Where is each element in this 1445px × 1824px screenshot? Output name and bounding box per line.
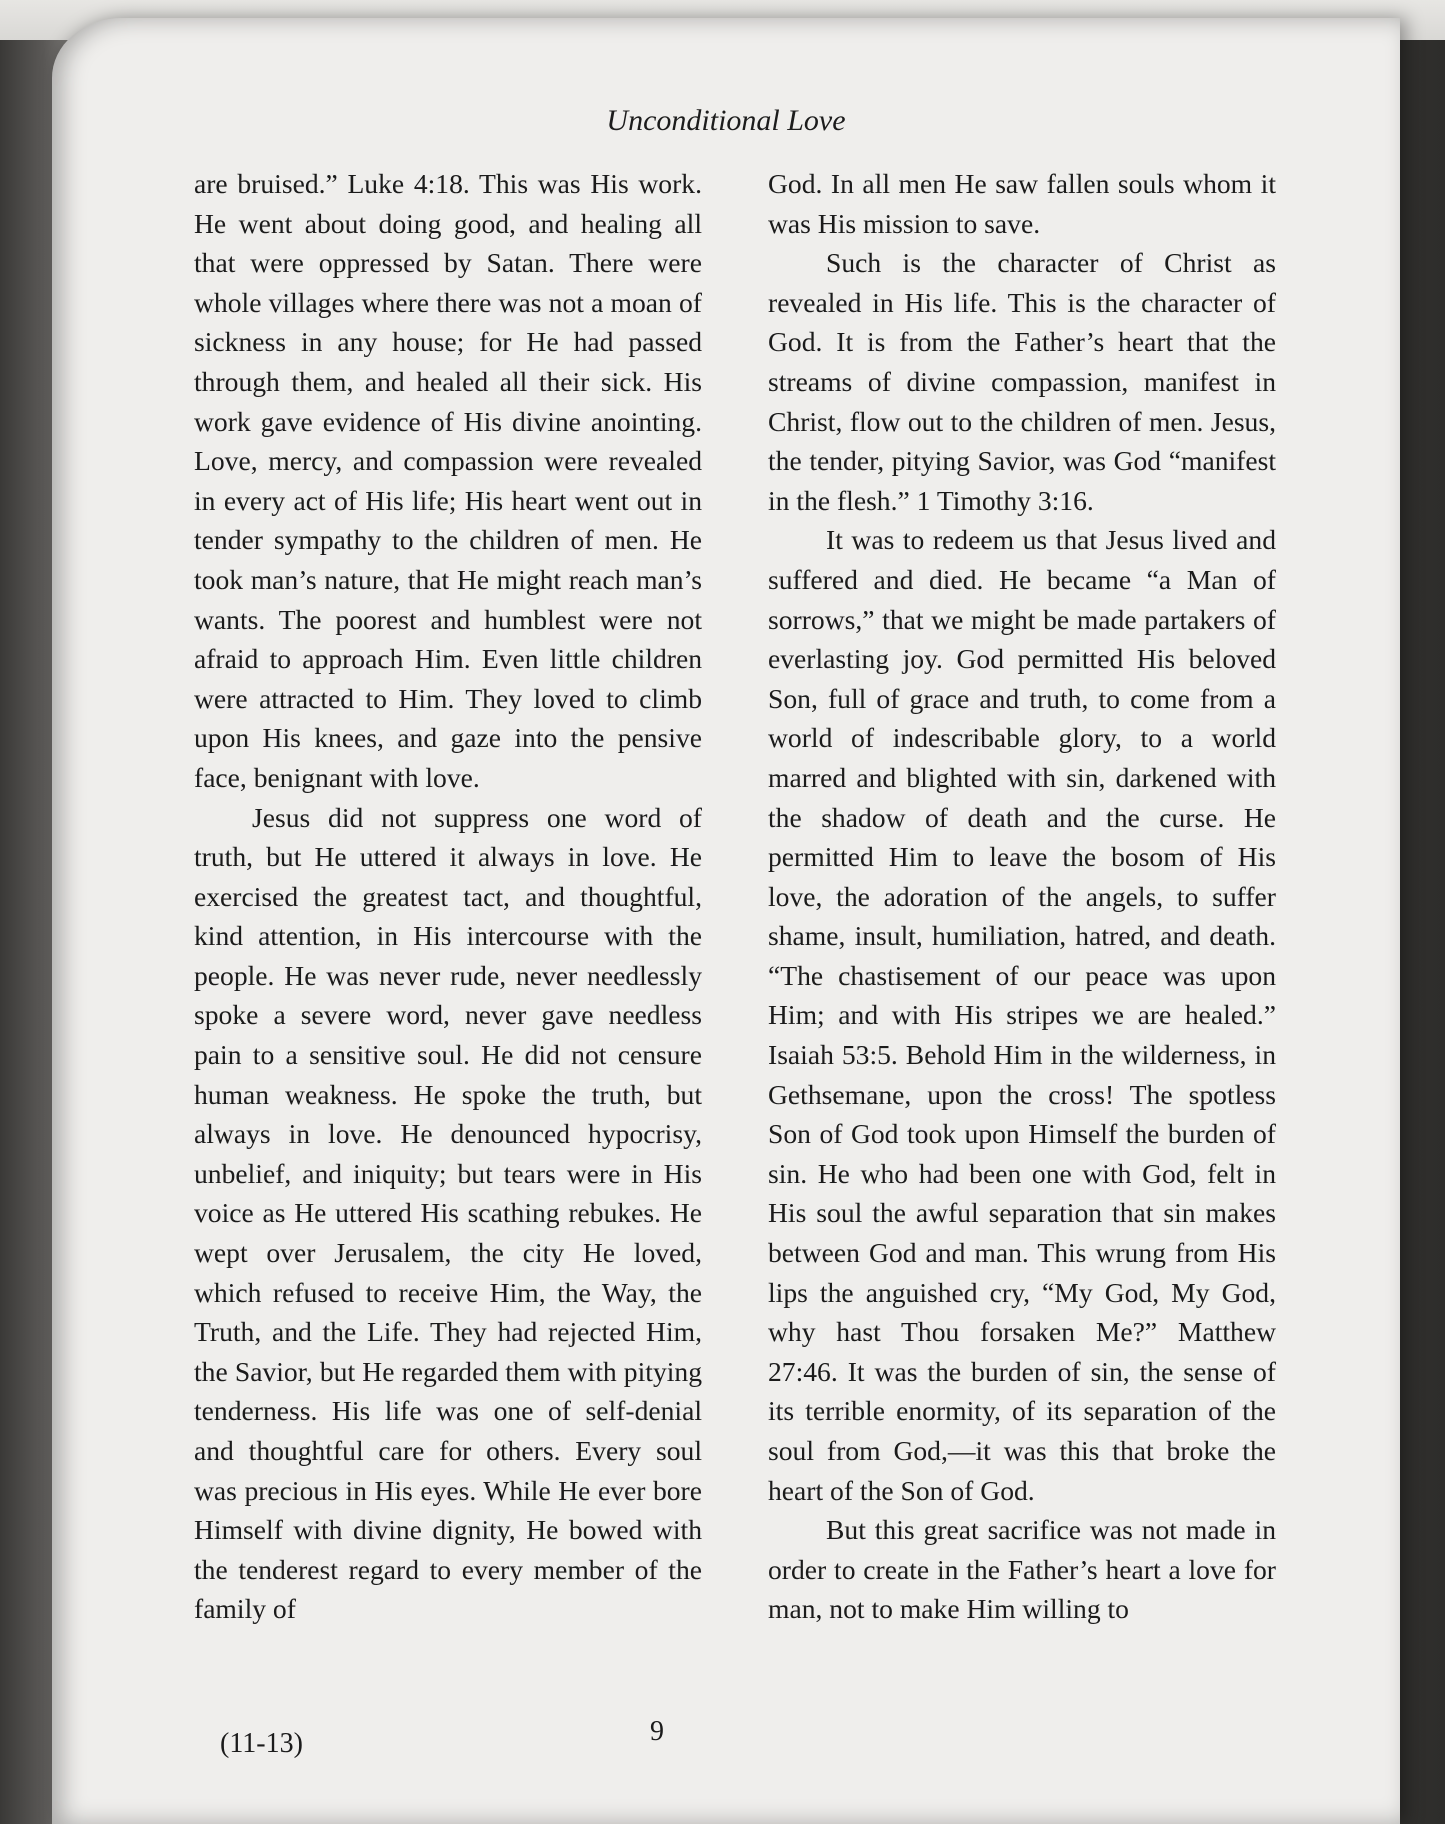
left-column [194, 164, 702, 1629]
page-number: 9 [650, 1716, 664, 1747]
paragraph: It was to redeem us that Jesus lived and suffered and died. He became “a Man of sorrows,” that we might be made partakers of everlasting joy. God permitted His beloved Son, full of grace and truth, to come from a world of indescribable glory, to a world marred and blighted with sin, darkened with the shadow of death and the curse. He permitted Him to leave the bosom of His love, the adoration of the angels, to suffer shame, insult, humiliation, hatred, and death. “The chastisement of our peace was upon Him; and with His stripes we are healed.” Isaiah 53:5. Behold Him in the wilderness, in Gethsemane, upon the cross! The spotless Son of God took upon Himself the burden of sin. He who had been one with God, felt in His soul the awful separation that sin makes between God and man. This wrung from His lips the anguished cry, “My God, My God, why hast Thou forsaken Me?” Matthew 27:46. It was the burden of sin, the sense of its terrible enormity, of its separation of the soul from God,—it was this that broke the heart of the Son of God. [768, 524, 1276, 1506]
book-page [52, 18, 1400, 1824]
footer-code: (11-13) [220, 1728, 303, 1759]
paragraph: are bruised.” Luke 4:18. This was His work. He went about doing good, and healing all that were oppressed by Satan. There were whole villages where there was not a moan of sickness in any house; for He had passed through them, and healed all their sick. His work gave evidence of His divine anointing. Love, mercy, and compassion were revealed in every act of His life; His heart went out in tender sympathy to the children of men. He took man’s nature, that He might reach man’s wants. The poorest and humblest were not afraid to approach Him. Even little children were attracted to Him. They loved to climb upon His knees, and gaze into the pensive face, benignant with love. [194, 168, 702, 793]
paragraph: But this great sacrifice was not made in order to create in the Father’s heart a love for man, not to make Him willing to [768, 1514, 1276, 1625]
right-column [768, 164, 1276, 1629]
running-title: Unconditional Love [606, 104, 846, 137]
paragraph: God. In all men He saw fallen souls whom it was His mission to save. [768, 168, 1276, 239]
paragraph: Jesus did not suppress one word of truth, but He uttered it always in love. He exercised the greatest tact, and thoughtful, kind attention, in His intercourse with the people. He was never rude, never needlessly spoke a severe word, never gave needless pain to a sensitive soul. He did not censure human weakness. He spoke the truth, but always in love. He denounced hypocrisy, unbelief, and iniquity; but tears were in His voice as He uttered His scathing rebukes. He wept over Jerusalem, the city He loved, which refused to receive Him, the Way, the Truth, and the Life. They had rejected Him, the Savior, but He regarded them with pitying tenderness. His life was one of self-denial and thoughtful care for others. Every soul was precious in His eyes. While He ever bore Himself with divine dignity, He bowed with the tenderest regard to every member of the family of [194, 801, 702, 1625]
paragraph: Such is the character of Christ as revealed in His life. This is the character of God. It is from the Father’s heart that the streams of divine compassion, manifest in Christ, flow out to the children of men. Jesus, the tender, pitying Savior, was God “manifest in the flesh.” 1 Timothy 3:16. [768, 247, 1276, 516]
